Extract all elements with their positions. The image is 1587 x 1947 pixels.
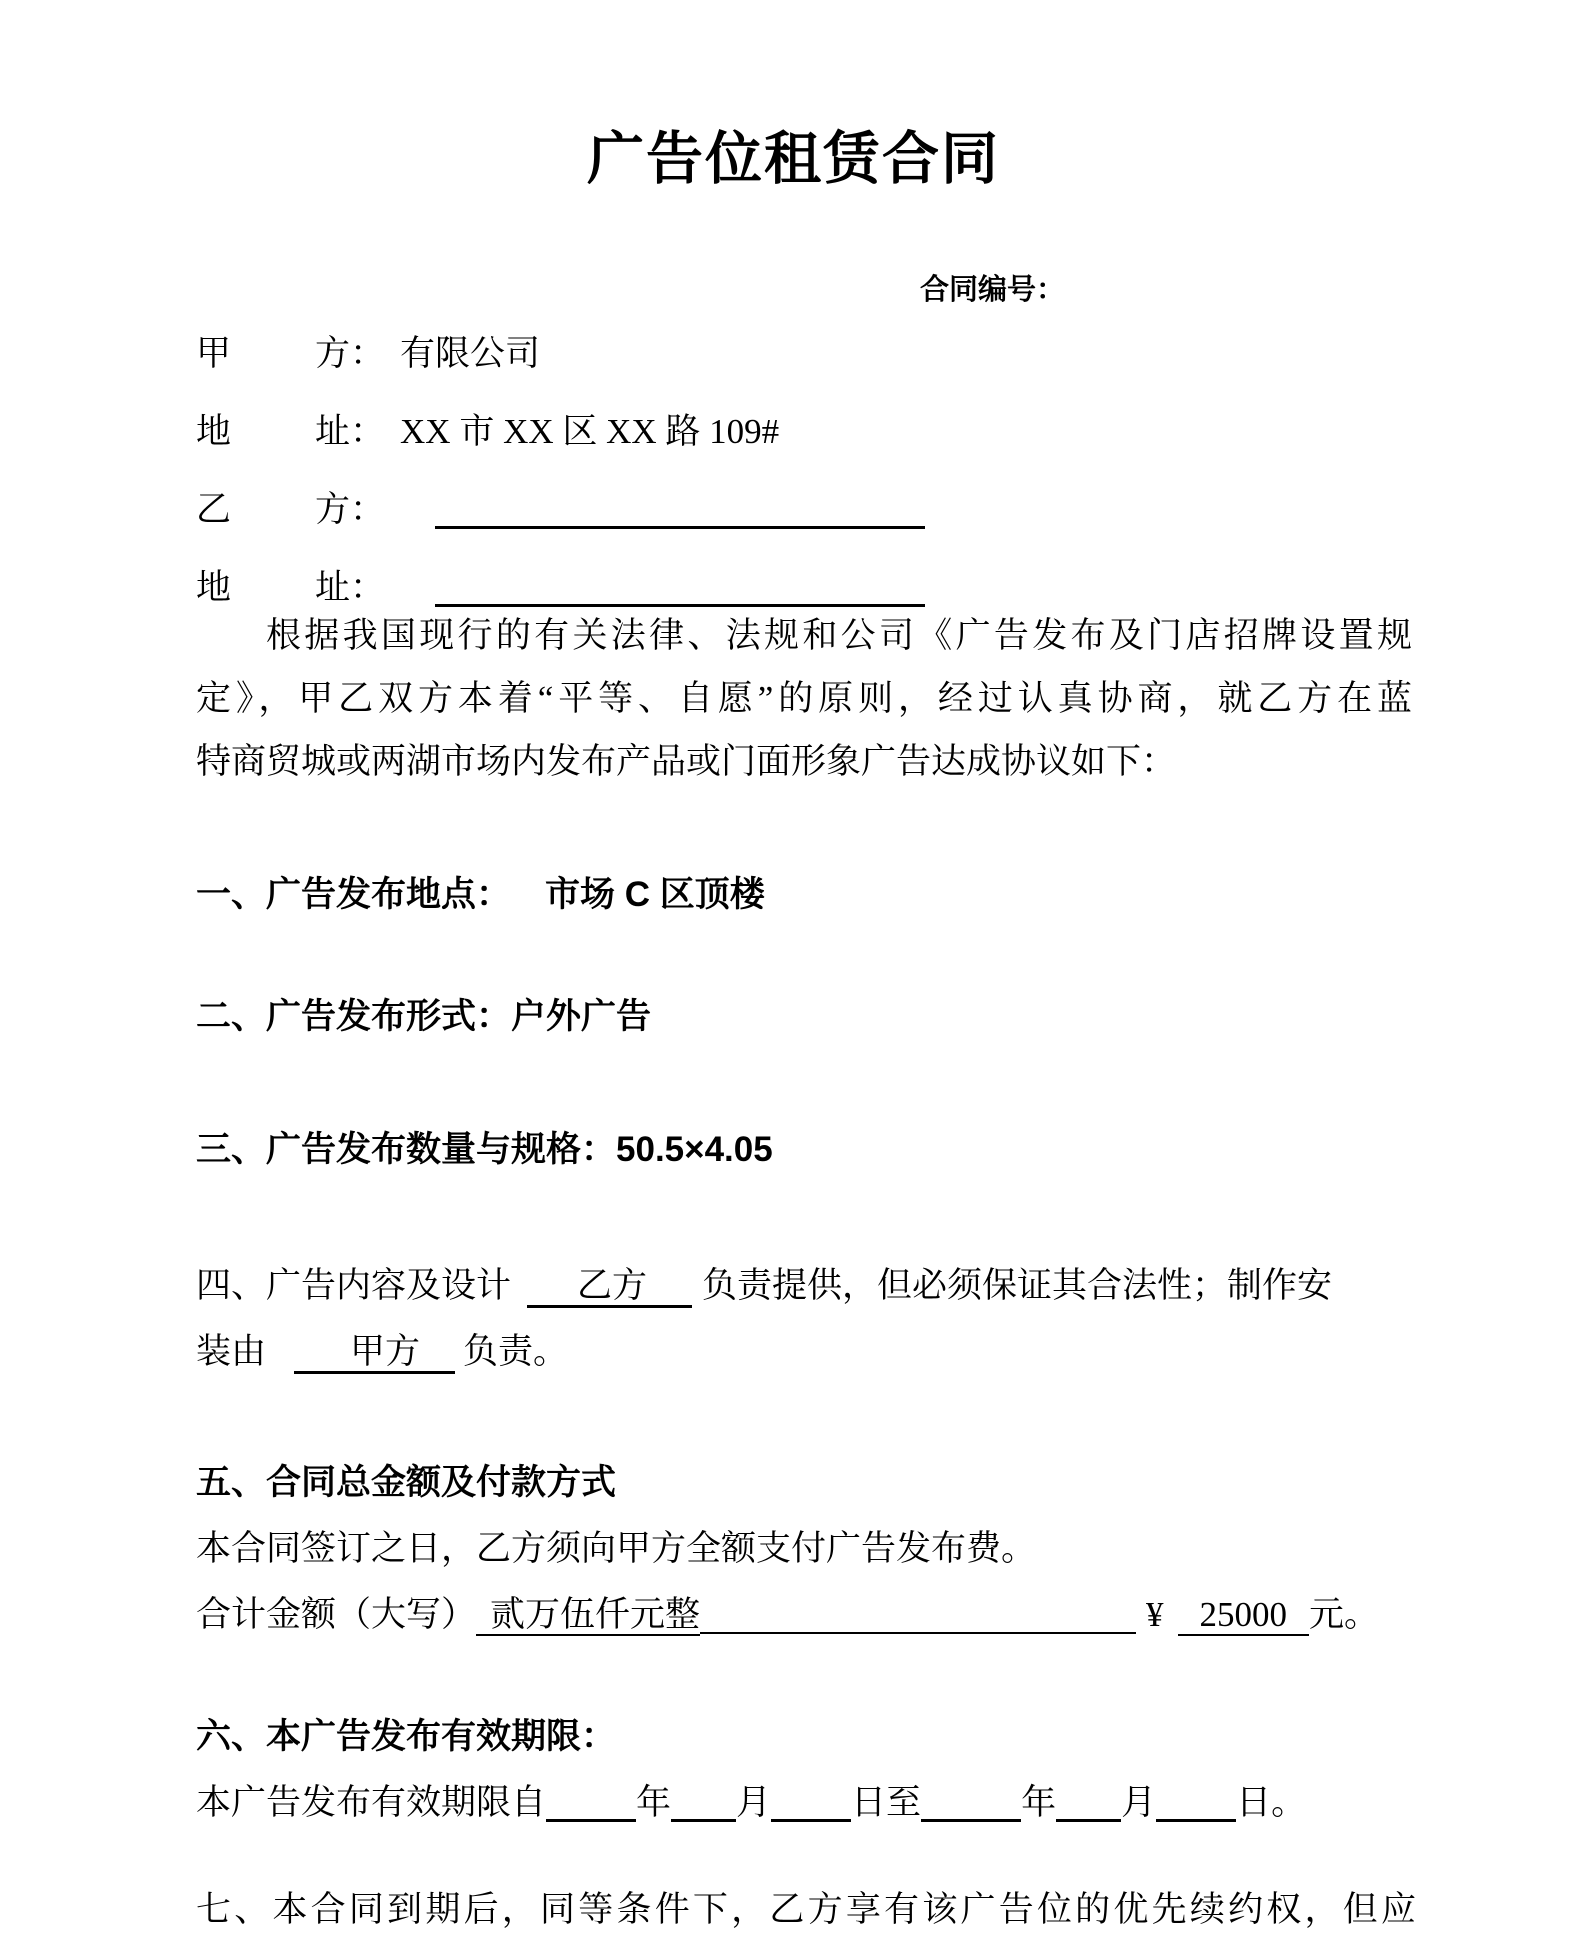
section-4-line2-prefix: 装由 (196, 1332, 267, 1371)
address-a-label-char1: 地 (196, 412, 232, 451)
section-2-value: 户外广告 (511, 997, 652, 1036)
party-b-label-char2: 方： (315, 490, 386, 529)
section-3-label: 三、广告发布数量与规格： (196, 1130, 617, 1169)
section-5-heading: 五、合同总金额及付款方式 (196, 1463, 617, 1502)
amount-blank-line (700, 1597, 1136, 1634)
party-b-address-blank-line (435, 569, 925, 607)
section-4-line-1 (196, 1253, 1496, 1319)
day-label-2: 日。 (1236, 1783, 1307, 1822)
month-blank-2 (1056, 1784, 1121, 1822)
section-4-line2-suffix: 负责。 (463, 1332, 569, 1371)
party-a-label-char1: 甲 (196, 334, 232, 373)
amount-unit: 元。 (1309, 1595, 1380, 1634)
year-blank-1 (546, 1784, 636, 1822)
preamble-line-3: 特商贸城或两湖市场内发布产品或门面形象广告达成协议如下： (196, 742, 1177, 781)
year-label-2: 年 (1021, 1783, 1057, 1822)
year-label-1: 年 (636, 1783, 672, 1822)
day-blank-2 (1156, 1784, 1236, 1822)
party-a-label-char2: 方： (315, 334, 386, 373)
section-3-row (196, 1125, 773, 1175)
section-4-prefix: 四、广告内容及设计 (196, 1266, 512, 1305)
contract-number-label: 合同编号： (920, 274, 1066, 306)
party-a-row (196, 332, 540, 376)
section-4-block (196, 1253, 1496, 1385)
section-4-suffix: 负责提供，但必须保证其合法性；制作安 (702, 1266, 1333, 1305)
section-2-label: 二、广告发布形式： (196, 997, 512, 1036)
month-label-1: 月 (736, 1783, 772, 1822)
page-title: 广告位租赁合同 (587, 127, 1000, 191)
amount-in-words: 贰万伍仟元整 (476, 1595, 700, 1636)
section-6-block (196, 1704, 1536, 1836)
section-1-label: 一、广告发布地点： (196, 875, 512, 914)
month-blank-1 (671, 1784, 736, 1822)
preamble-paragraph (196, 604, 1412, 793)
section-2-row (196, 992, 651, 1042)
section-4-line-2 (196, 1319, 1496, 1385)
section-6-heading: 六、本广告发布有效期限： (196, 1717, 617, 1756)
section-3-value: 50.5×4.05 (616, 1130, 773, 1169)
section-4-blank-party-a: 甲方 (294, 1332, 455, 1374)
day-blank-1 (771, 1784, 851, 1822)
validity-prefix: 本广告发布有效期限自 (196, 1783, 547, 1822)
party-b-label-char1: 乙 (196, 490, 232, 529)
currency-symbol: ¥ (1146, 1595, 1164, 1634)
party-a-value: 有限公司 (400, 334, 541, 373)
party-a-address-row (196, 410, 779, 454)
section-5-block (196, 1450, 1536, 1648)
amount-row (196, 1582, 1536, 1648)
validity-period-row (196, 1770, 1536, 1836)
preamble-line-2: 定》，甲乙双方本着“平等、自愿”的原则，经过认真协商，就乙方在蓝 (196, 679, 1412, 718)
amount-label: 合计金额（大写） (196, 1595, 477, 1634)
party-b-row (196, 488, 925, 532)
amount-in-figures: 25000 (1178, 1595, 1310, 1636)
section-1-row (196, 870, 765, 920)
day-label-1: 日至 (851, 1783, 922, 1822)
address-b-label-char1: 地 (196, 568, 232, 607)
party-a-address-value: XX 市 XX 区 XX 路 109# (400, 412, 780, 451)
address-b-label-char2: 址： (315, 568, 386, 607)
address-a-label-char2: 址： (315, 412, 386, 451)
section-1-value: 市场 C 区顶楼 (545, 875, 765, 914)
preamble-line-1: 根据我国现行的有关法律、法规和公司《广告发布及门店招牌设置规 (266, 616, 1412, 655)
section-7-text: 七、本合同到期后，同等条件下，乙方享有该广告位的优先续约权，但应 (196, 1890, 1416, 1929)
party-b-blank-line (435, 491, 925, 529)
month-label-2: 月 (1121, 1783, 1157, 1822)
year-blank-2 (921, 1784, 1021, 1822)
section-5-body: 本合同签订之日，乙方须向甲方全额支付广告发布费。 (196, 1529, 1037, 1568)
section-4-blank-party-b: 乙方 (527, 1266, 692, 1308)
